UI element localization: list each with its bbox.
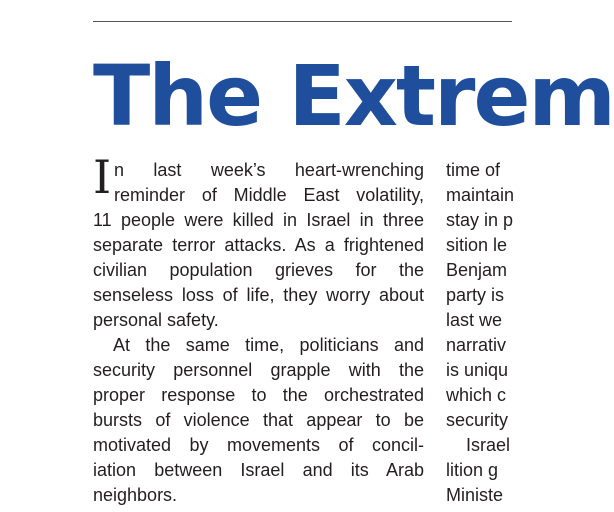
body-line: time of [446, 160, 501, 180]
top-rule [93, 21, 512, 22]
body-line: iation between Israel and its Arab [93, 460, 424, 480]
body-line: Israel [466, 435, 511, 455]
body-line: maintain [446, 185, 515, 205]
body-line: party is [446, 285, 505, 305]
body-line: civilian population grieves for the [93, 260, 424, 280]
left-column [93, 158, 424, 508]
body-line: sition le [446, 235, 508, 255]
body-line: senseless loss of life, they worry about [93, 285, 424, 305]
drop-cap: I [93, 150, 112, 204]
body-line: lition g [446, 460, 499, 480]
body-line: stay in p [446, 210, 514, 230]
body-line: motivated by movements of concil- [93, 435, 424, 455]
body-line: reminder of Middle East volatility, [114, 185, 424, 205]
body-line: bursts of violence that appear to be [93, 410, 424, 430]
body-line: narrativ [446, 335, 507, 355]
body-line: which c [446, 385, 507, 405]
body-line: neighbors. [93, 485, 178, 505]
body-line: personal safety. [93, 310, 219, 330]
right-column [446, 158, 515, 508]
body-line: last we [446, 310, 503, 330]
body-line: security personnel grapple with the [93, 360, 424, 380]
article-headline: The Extrem [93, 47, 614, 145]
body-line: At the same time, politicians and [113, 335, 424, 355]
body-line: Benjam [446, 260, 508, 280]
body-line: Ministe [446, 485, 504, 505]
body-line: proper response to the orchestrated [93, 385, 424, 405]
body-line: is uniqu [446, 360, 509, 380]
body-line: separate terror attacks. As a frightened [93, 235, 424, 255]
body-line: security [446, 410, 509, 430]
body-line: n last week’s heart-wrenching [114, 160, 424, 180]
body-line: 11 people were killed in Israel in three [93, 210, 424, 230]
